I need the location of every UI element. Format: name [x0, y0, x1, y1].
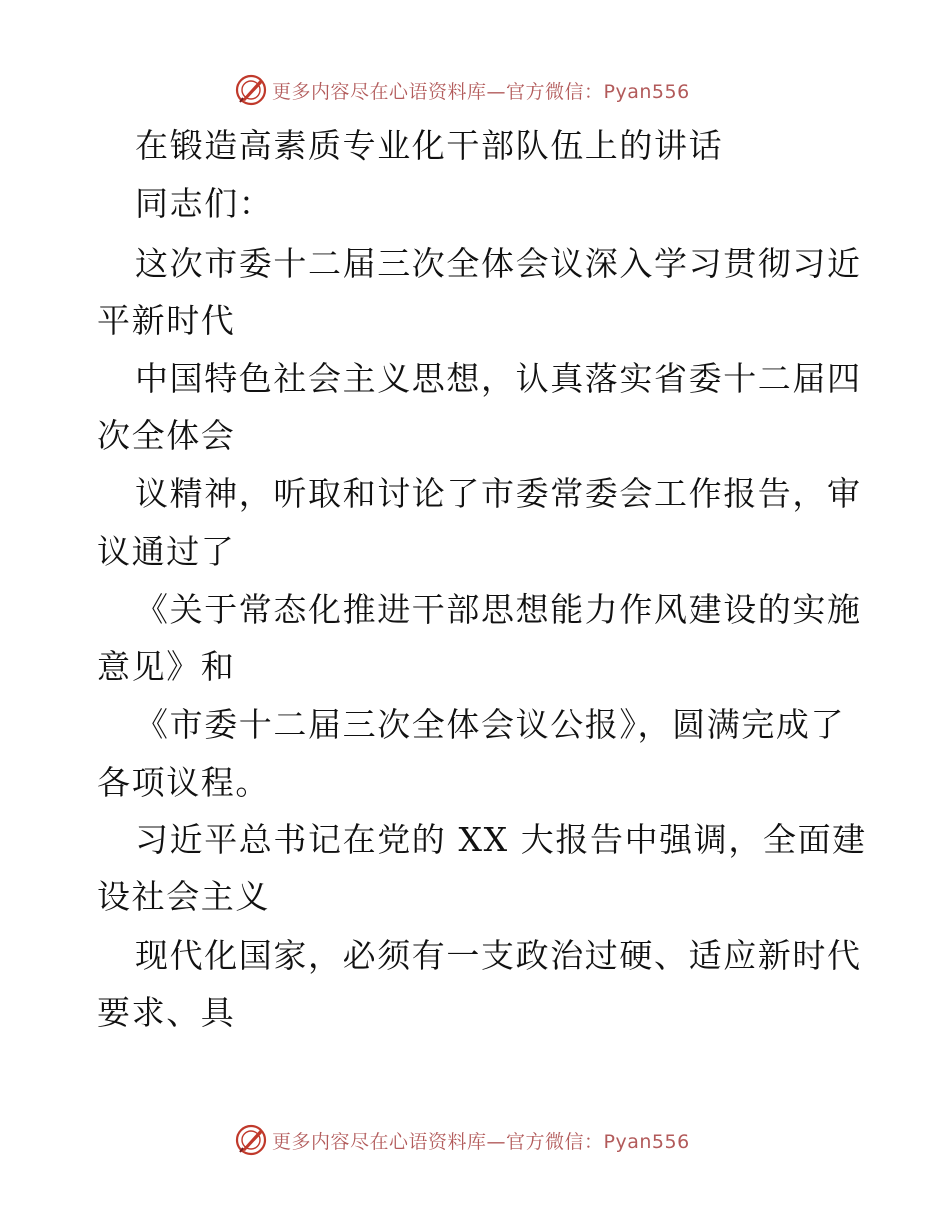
paragraph-line: 议精神，听取和讨论了市委常委会工作报告，审: [135, 474, 862, 513]
salutation: 同志们：: [135, 184, 274, 223]
paragraph-line: 这次市委十二届三次全体会议深入学习贯彻习近: [135, 244, 862, 283]
document-title: 在锻造高素质专业化干部队伍上的讲话: [135, 126, 724, 165]
paragraph-line: 《关于常态化推进干部思想能力作风建设的实施: [135, 590, 862, 629]
paragraph-line: 次全体会: [97, 416, 236, 455]
footer-banner: [234, 1122, 690, 1158]
header-banner: [234, 72, 690, 108]
quill-logo-icon: [234, 73, 268, 107]
quill-logo-icon: [234, 1123, 268, 1157]
paragraph-line: 《市委十二届三次全体会议公报》，圆满完成了: [135, 705, 846, 744]
paragraph-line: 中国特色社会主义思想，认真落实省委十二届四: [135, 359, 862, 398]
paragraph-line: 设社会主义: [97, 877, 270, 916]
paragraph-line: 习近平总书记在党的 XX 大报告中强调，全面建: [135, 820, 867, 859]
paragraph-line: 各项议程。: [97, 763, 270, 802]
paragraph-line: 平新时代: [97, 301, 236, 340]
paragraph-line: 意见》和: [97, 647, 236, 686]
header-banner-text: 更多内容尽在心语资料库—官方微信：Pyan556: [272, 80, 690, 103]
paragraph-line: 要求、具: [97, 993, 236, 1032]
footer-banner-text: 更多内容尽在心语资料库—官方微信：Pyan556: [272, 1130, 690, 1153]
paragraph-line: 议通过了: [97, 532, 236, 571]
paragraph-line: 现代化国家，必须有一支政治过硬、适应新时代: [135, 936, 862, 975]
